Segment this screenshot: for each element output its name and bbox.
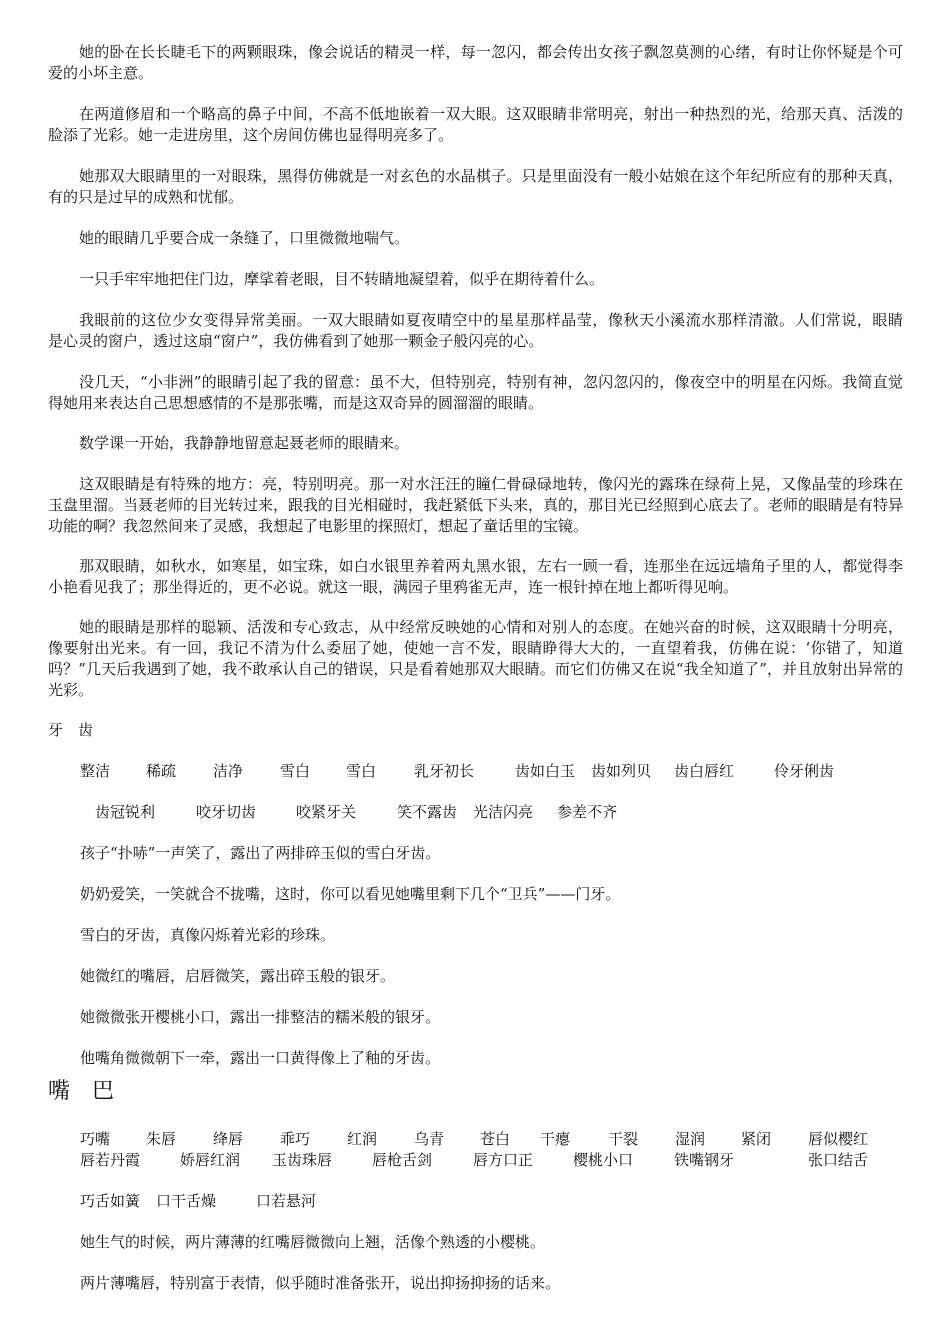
word-item: 洁净 bbox=[213, 762, 244, 780]
word-item: 稀疏 bbox=[146, 762, 177, 780]
eyes-paragraph-9: 这双眼睛是有特殊的地方：亮，特别明亮。那一对水汪汪的瞳仁骨碌碌地转，像闪光的露珠在绿荷上晃，又像晶莹的珍珠在玉盘里溜。当聂老师的目光转过来，跟我的目光相碰时，我赶紧低下头来，真的，那目光已经照到心底去了。老师的眼睛是有特异功能的啊？我忽然间来了灵感，我想起了电影里的探照灯，想起了童话里的宝镜。 bbox=[48, 475, 904, 535]
eyes-paragraph-5: 一只手牢牢地把住门边，摩挲着老眼，目不转睛地凝望着，似乎在期待着什么。 bbox=[79, 270, 605, 288]
mouth-sentence: 两片薄嘴唇，特别富于表情，似乎随时准备张开，说出抑扬抑扬的话来。 bbox=[80, 1274, 561, 1292]
word-item: 铁嘴钢牙 bbox=[674, 1151, 735, 1169]
word-item: 紧闭 bbox=[741, 1130, 772, 1148]
word-item: 唇若丹霞 bbox=[80, 1151, 141, 1169]
word-item: 红润 bbox=[347, 1130, 378, 1148]
word-item: 口干舌燥 bbox=[156, 1192, 217, 1210]
word-item: 雪白 bbox=[280, 762, 311, 780]
eyes-paragraph-4: 她的眼睛几乎要合成一条缝了，口里微微地喘气。 bbox=[79, 229, 410, 247]
word-item: 齿如列贝 bbox=[591, 762, 652, 780]
word-item: 樱桃小口 bbox=[573, 1151, 634, 1169]
mouth-sentence: 她生气的时候，两片薄薄的红嘴唇微微向上翘，活像个熟透的小樱桃。 bbox=[80, 1233, 546, 1251]
teeth-sentence: 她微微张开樱桃小口，露出一排整洁的糯米般的银牙。 bbox=[80, 1008, 441, 1026]
teeth-heading: 牙 齿 bbox=[48, 721, 94, 739]
word-item: 干裂 bbox=[608, 1130, 639, 1148]
eyes-paragraph-3: 她那双大眼睛里的一对眼珠，黑得仿佛就是一对玄色的水晶棋子。只是里面没有一般小姑娘在这个年纪所应有的那种天真，有的只是过早的成熟和忧郁。 bbox=[48, 167, 903, 206]
word-item: 光洁闪亮 bbox=[473, 803, 534, 821]
word-item: 干瘪 bbox=[540, 1130, 571, 1148]
word-item: 唇方口正 bbox=[473, 1151, 534, 1169]
word-item: 咬牙切齿 bbox=[196, 803, 257, 821]
word-item: 整洁 bbox=[80, 762, 111, 780]
eyes-paragraph-8: 数学课一开始，我静静地留意起聂老师的眼睛来。 bbox=[79, 434, 410, 452]
eyes-paragraph-6: 我眼前的这位少女变得异常美丽。一双大眼睛如夏夜晴空中的星星那样晶莹，像秋天小溪流水那样清澈。人们常说，眼睛 是心灵的窗户，透过这扇“窗户”，我仿佛看到了她那一颗金子般闪亮的心。 bbox=[48, 311, 934, 350]
word-item: 娇唇红润 bbox=[180, 1151, 241, 1169]
word-item: 绛唇 bbox=[213, 1130, 244, 1148]
teeth-sentence: 孩子“扑哧”一声笑了，露出了两排碎玉似的雪白牙齿。 bbox=[80, 844, 441, 862]
word-item: 齿如白玉 bbox=[515, 762, 576, 780]
word-item: 伶牙俐齿 bbox=[774, 762, 835, 780]
teeth-sentence: 她微红的嘴唇，启唇微笑，露出碎玉般的银牙。 bbox=[80, 967, 396, 985]
word-item: 咬紧牙关 bbox=[296, 803, 357, 821]
word-item: 乌青 bbox=[414, 1130, 445, 1148]
word-item: 巧舌如簧 bbox=[80, 1192, 141, 1210]
word-item: 齿冠锐利 bbox=[95, 803, 156, 821]
word-item: 湿润 bbox=[675, 1130, 706, 1148]
eyes-paragraph-7: 没几天，“小非洲”的眼睛引起了我的留意：虽不大，但特别亮，特别有神，忽闪忽闪的，像夜空中的明星在闪烁。我简直觉得她用来表达自己思想感情的不是那张嘴，而是这双奇异的圆溜溜的眼睛。 bbox=[48, 373, 903, 412]
word-item: 苍白 bbox=[480, 1130, 511, 1148]
word-item: 雪白 bbox=[346, 762, 377, 780]
eyes-paragraph-11: 她的眼睛是那样的聪颖、活泼和专心致志，从中经常反映她的心情和对别人的态度。在她兴奋的时候，这双眼睛十分明亮，像要射出光来。有一回，我记不清为什么委屈了她，使她一言不发，眼睛睁得大大的，一直望着我，仿佛在说：‘你错了，知道吗？”几天后我遇到了她，我不敢承认自己的错误，只是看着她那双大眼睛。而它们仿佛又在说“我全知道了”，并且放射出异常的光彩。 bbox=[48, 618, 903, 699]
word-item: 口若悬河 bbox=[256, 1192, 317, 1210]
eyes-paragraph-10: 那双眼睛，如秋水，如寒星，如宝珠，如白水银里养着两丸黑水银，左右一顾一看，连那坐在远远墙角子里的人，都觉得李小艳看见我了；那坐得近的，更不必说。就这一眼，满园子里鸦雀无声，连一根针掉在地上都听得见响。 bbox=[48, 557, 903, 596]
word-item: 乳牙初长 bbox=[414, 762, 475, 780]
word-item: 参差不齐 bbox=[557, 803, 618, 821]
word-item: 张口结舌 bbox=[808, 1151, 869, 1169]
teeth-sentence: 奶奶爱笑，一笑就合不拢嘴，这时，你可以看见她嘴里剩下几个“卫兵”——门牙。 bbox=[80, 885, 621, 903]
word-item: 玉齿珠唇 bbox=[272, 1151, 333, 1169]
eyes-paragraph-1: 她的卧在长长睫毛下的两颗眼珠，像会说话的精灵一样，每一忽闪，都会传出女孩子飘忽莫测的心绪，有时让你怀疑是个可爱的小坏主意。 bbox=[48, 43, 903, 82]
teeth-sentence: 他嘴角微微朝下一牵，露出一口黄得像上了釉的牙齿。 bbox=[80, 1049, 441, 1067]
eyes-paragraph-2: 在两道修眉和一个略高的鼻子中间，不高不低地嵌着一双大眼。这双眼睛非常明亮，射出一种热烈的光，给那天真、活泼的脸添了光彩。她一走进房里，这个房间仿佛也显得明亮多了。 bbox=[48, 105, 903, 144]
word-item: 乖巧 bbox=[280, 1130, 311, 1148]
word-item: 巧嘴 bbox=[80, 1130, 111, 1148]
word-item: 笑不露齿 bbox=[397, 803, 458, 821]
word-item: 唇似樱红 bbox=[808, 1130, 869, 1148]
word-item: 齿白唇红 bbox=[674, 762, 735, 780]
word-item: 朱唇 bbox=[146, 1130, 177, 1148]
word-item: 唇枪舌剑 bbox=[372, 1151, 433, 1169]
mouth-heading: 嘴 巴 bbox=[48, 1079, 115, 1104]
teeth-sentence: 雪白的牙齿，真像闪烁着光彩的珍珠。 bbox=[80, 926, 336, 944]
